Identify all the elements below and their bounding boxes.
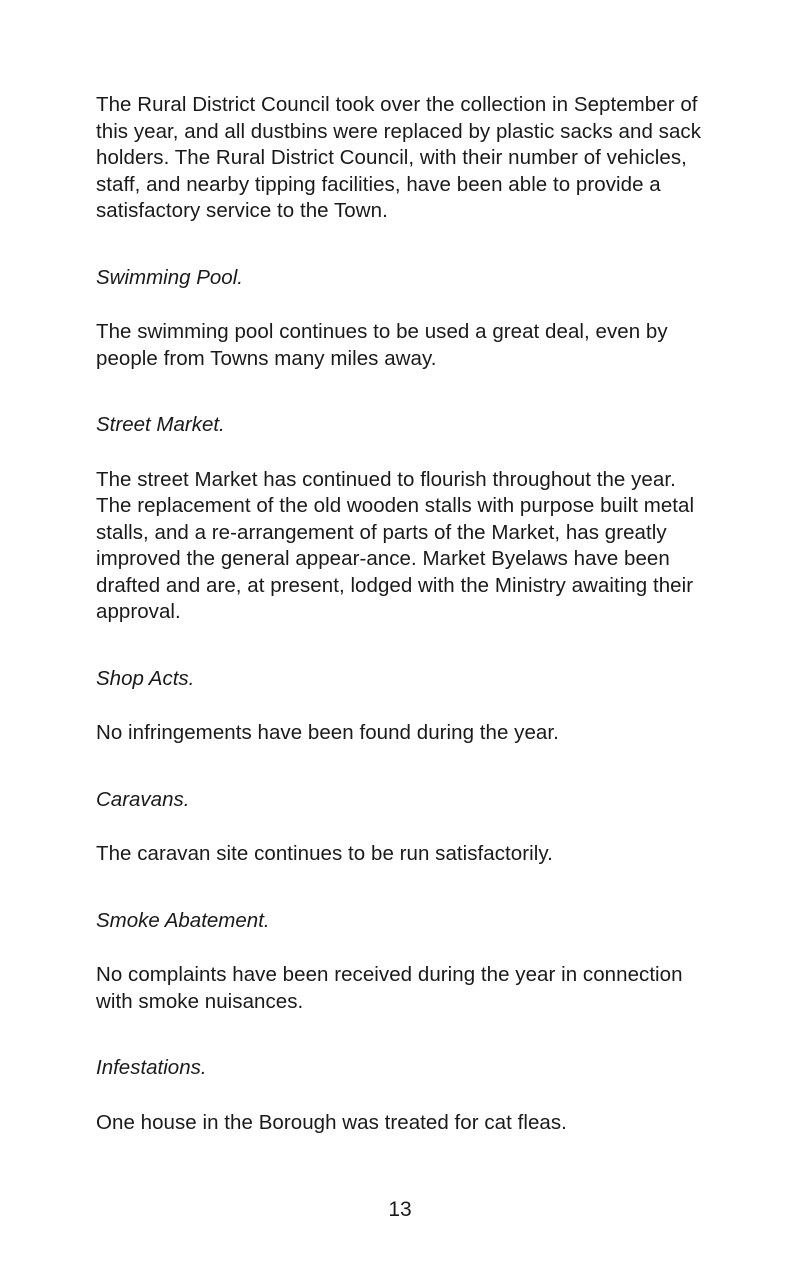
section-shop-acts [96,666,716,747]
section-infestations [96,1055,716,1136]
section-caravans [96,787,716,868]
section-heading: Shop Acts. [96,666,195,690]
page-number: 13 [388,1198,412,1221]
section-smoke-abatement [96,908,716,1016]
section-heading: Caravans. [96,787,190,811]
section-heading: Infestations. [96,1056,207,1079]
section-heading: Street Market. [96,413,225,436]
section-body: No infringements have been found during the year. [96,721,559,744]
section-heading: Swimming Pool. [96,265,243,289]
document-page [96,92,716,1136]
section-body: The street Market has continued to flourish throughout the year. The replacement of the old wooden stalls with purpose built metal stalls, and a re-arrangement of parts of the Market, has greatly improved the general appear-ance. Market Byelaws have been drafted and are, at present, lodged with the Ministry awaiting their approval. [96,467,695,623]
section-swimming-pool [96,265,716,373]
section-body: The swimming pool continues to be used a great deal, even by people from Towns many miles away. [96,320,668,370]
section-body: One house in the Borough was treated for cat fleas. [96,1110,567,1134]
section-body: No complaints have been received during the year in connection with smoke nuisances. [96,963,683,1013]
section-street-market [96,412,716,626]
section-body: The caravan site continues to be run satisfactorily. [96,842,553,865]
intro-paragraph: The Rural District Council took over the collection in September of this year, and all dustbins were replaced by plastic sacks and sack holders. The Rural District Council, with their number of vehicles, staff, and nearby tipping facilities, have been able to provide a satisfactory service to the Town. [96,93,701,222]
section-heading: Smoke Abatement. [96,908,270,932]
